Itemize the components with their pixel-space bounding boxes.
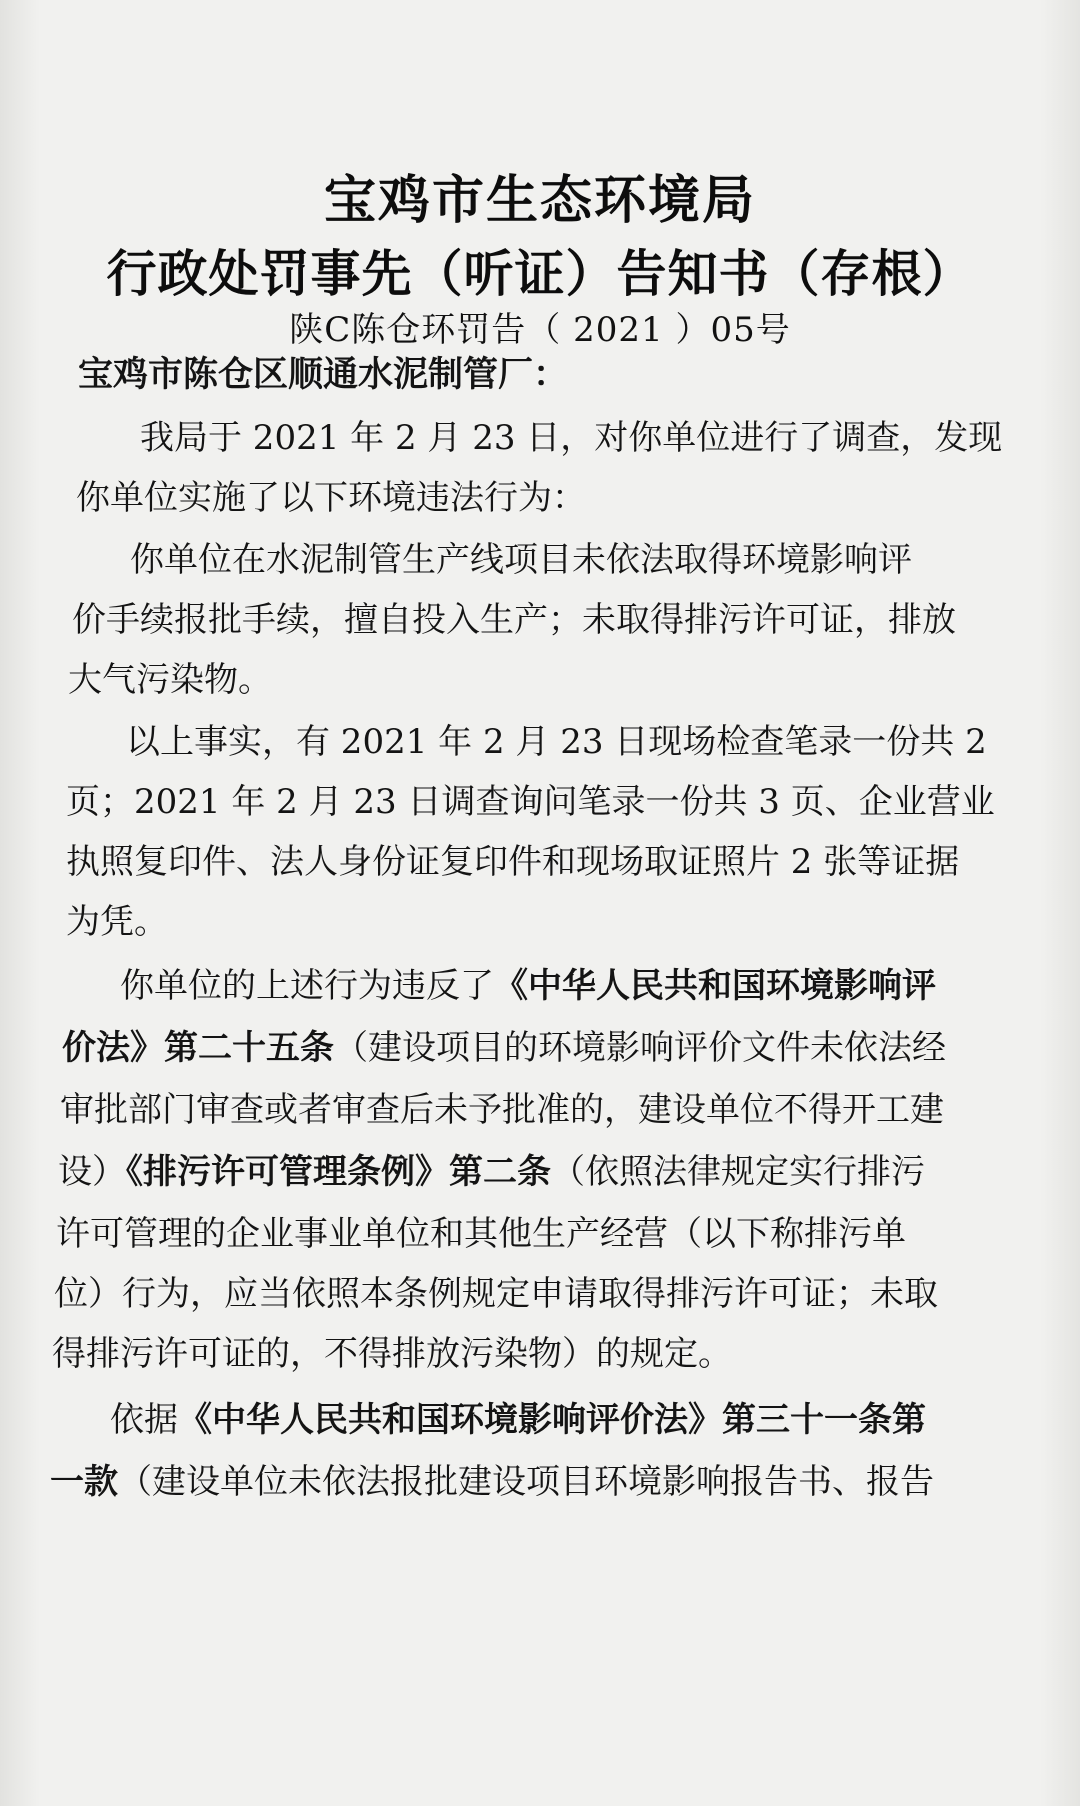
para4-line6: 位）行为，应当依照本条例规定申请取得排污许可证；未取 bbox=[54, 1274, 938, 1314]
para5-line1 bbox=[110, 1400, 926, 1440]
para4-line7: 得排污许可证的，不得排放污染物）的规定。 bbox=[52, 1334, 732, 1374]
para4-line1-text: 你单位的上述行为违反了 bbox=[120, 966, 494, 1006]
para4-line2 bbox=[62, 1028, 946, 1068]
para5-line2 bbox=[50, 1462, 934, 1502]
para2-line3: 大气污染物。 bbox=[68, 660, 272, 700]
para4-line1 bbox=[120, 966, 936, 1006]
para1-line1: 我局于 2021 年 2 月 23 日，对你单位进行了调查，发现 bbox=[140, 418, 1003, 458]
para1-line2: 你单位实施了以下环境违法行为： bbox=[76, 478, 586, 518]
para4-line4 bbox=[58, 1152, 925, 1192]
law-article-25: 价法》第二十五条 bbox=[62, 1028, 334, 1068]
para4-line5: 许可管理的企业事业单位和其他生产经营（以下称排污单 bbox=[56, 1214, 906, 1254]
document-number: 陕C陈仓环罚告（ 2021 ）05号 bbox=[289, 310, 791, 350]
document-subtitle: 行政处罚事先（听证）告知书（存根） bbox=[106, 245, 974, 303]
para5-line2-text: （建设单位未依法报批建设项目环境影响报告书、报告 bbox=[118, 1462, 934, 1502]
para4-line4-text-a: 设） bbox=[58, 1152, 126, 1192]
para3-line2: 页；2021 年 2 月 23 日调查询问笔录一份共 3 页、企业营业 bbox=[66, 782, 995, 822]
addressee: 宝鸡市陈仓区顺通水泥制管厂： bbox=[78, 355, 569, 395]
law-reference-article-31: 《中华人民共和国环境影响评价法》第三十一条第 bbox=[178, 1400, 926, 1440]
para5-line1-text: 依据 bbox=[110, 1400, 178, 1440]
para3-line3: 执照复印件、法人身份证复印件和现场取证照片 2 张等证据 bbox=[66, 842, 960, 882]
para4-line4-text-c: （依照法律规定实行排污 bbox=[551, 1152, 925, 1192]
law-clause-1: 一款 bbox=[50, 1462, 118, 1502]
law-reference-permit: 《排污许可管理条例》第二条 bbox=[126, 1152, 551, 1192]
law-reference-eia: 《中华人民共和国环境影响评 bbox=[494, 966, 936, 1006]
para4-line3: 审批部门审查或者审查后未予批准的，建设单位不得开工建 bbox=[60, 1090, 944, 1130]
document-title: 宝鸡市生态环境局 bbox=[323, 171, 756, 231]
para3-line1: 以上事实，有 2021 年 2 月 23 日现场检查笔录一份共 2 bbox=[126, 722, 987, 762]
para2-line1: 你单位在水泥制管生产线项目未依法取得环境影响评 bbox=[130, 540, 912, 580]
para2-line2: 价手续报批手续，擅自投入生产；未取得排污许可证，排放 bbox=[72, 600, 956, 640]
para4-line2-text: （建设项目的环境影响评价文件未依法经 bbox=[334, 1028, 946, 1068]
para3-line4: 为凭。 bbox=[66, 902, 168, 942]
